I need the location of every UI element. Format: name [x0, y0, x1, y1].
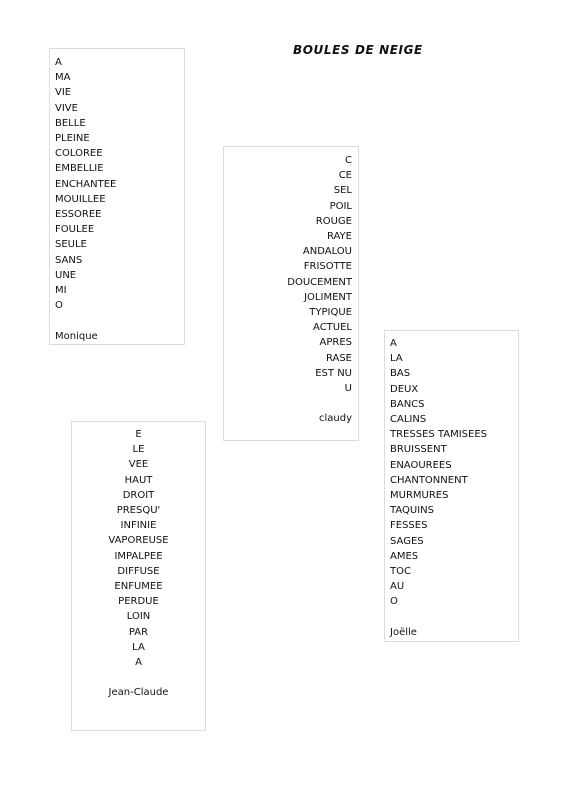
poem-line: TOC	[390, 566, 411, 578]
poem-line: JOLIMENT	[304, 291, 352, 303]
poem-line: CE	[338, 170, 352, 182]
poem-line: MOUILLEE	[55, 193, 106, 205]
poem-line: LE	[132, 444, 145, 456]
poem-line: ACTUEL	[313, 322, 352, 334]
poem-line: PRESQU'	[116, 505, 161, 517]
poem-line: LOIN	[126, 611, 151, 623]
poem-line: ANDALOU	[302, 246, 352, 258]
poem-line: SEULE	[55, 239, 87, 251]
poem-line: DROIT	[122, 489, 155, 501]
poem-line: O	[55, 300, 63, 312]
poem-line: TAQUINS	[390, 505, 434, 517]
poem-line: FRISOTTE	[303, 261, 352, 273]
poem-box-claudy	[223, 146, 359, 441]
poem-line: APRES	[319, 337, 352, 349]
poem-line: TYPIQUE	[309, 307, 352, 319]
poem-line: C	[345, 155, 352, 166]
poem-line: ROUGE	[315, 215, 352, 227]
poem-line: O	[390, 596, 398, 608]
poem-line: BANCS	[390, 398, 425, 410]
poem-line: BELLE	[55, 117, 86, 129]
poem-line: INFINIE	[120, 520, 157, 532]
poem-line: CALINS	[390, 414, 427, 426]
poem-line: PAR	[128, 626, 149, 638]
poem-line: COLOREE	[55, 148, 103, 160]
poem-line: EST NU	[315, 367, 352, 379]
poem-line: IMPALPEE	[114, 550, 163, 562]
poem-line: FESSES	[390, 520, 428, 532]
poem-line: PLEINE	[55, 133, 90, 145]
poem-line: POIL	[329, 200, 352, 212]
poem-box-jean-claude	[71, 421, 206, 731]
poem-line: E	[135, 429, 142, 440]
poem-lines	[72, 427, 205, 670]
poem-line: RAYE	[326, 231, 352, 243]
poem-line: PERDUE	[118, 596, 159, 608]
poem-author: Jean-Claude	[108, 687, 169, 699]
poem-line: MA	[55, 72, 71, 84]
poem-line: SANS	[55, 254, 83, 266]
poem-line: MI	[55, 285, 67, 297]
poem-lines	[390, 336, 518, 610]
poem-line: UNE	[55, 269, 77, 281]
poem-line: RASE	[325, 352, 352, 364]
poem-line: MURMURES	[390, 490, 449, 502]
poem-line: ESSOREE	[55, 209, 102, 221]
poem-line: A	[390, 338, 397, 349]
poem-line: BAS	[390, 368, 411, 380]
poem-line: ENCHANTEE	[55, 178, 117, 190]
poem-lines	[55, 55, 184, 313]
poem-line: EMBELLIE	[55, 163, 104, 175]
poem-line: A	[135, 657, 142, 669]
poem-line: AU	[390, 581, 405, 593]
poem-line: LA	[390, 353, 403, 365]
poem-line: VAPOREUSE	[108, 535, 169, 547]
poem-line: U	[344, 383, 352, 395]
poem-line: DIFFUSE	[117, 565, 160, 577]
poem-line: DOUCEMENT	[287, 276, 352, 288]
poem-line: ENFUMEE	[114, 581, 163, 593]
poem-lines	[224, 153, 352, 396]
poem-line: A	[55, 57, 62, 68]
poem-line: TRESSES TAMISEES	[390, 429, 487, 441]
poem-line: VIVE	[55, 102, 78, 114]
poem-line: BRUISSENT	[390, 444, 447, 456]
poem-author: Joëlle	[390, 626, 417, 638]
poem-line: HAUT	[124, 474, 153, 486]
poem-line: AMES	[390, 550, 419, 562]
page-title: BOULES DE NEIGE	[293, 43, 423, 57]
poem-box-joelle	[384, 330, 519, 642]
poem-line: FOULEE	[55, 224, 95, 236]
poem-line: SEL	[333, 185, 352, 197]
poem-line: LA	[132, 641, 145, 653]
poem-line: ENAOUREES	[390, 459, 452, 471]
poem-author: Monique	[55, 330, 98, 342]
poem-line: VIE	[55, 87, 72, 99]
poem-line: VEE	[128, 459, 149, 471]
poem-box-monique	[49, 48, 185, 345]
poem-line: DEUX	[390, 383, 419, 395]
poem-author: claudy	[318, 413, 352, 425]
poem-line: SAGES	[390, 535, 424, 547]
poem-line: CHANTONNENT	[390, 474, 468, 486]
